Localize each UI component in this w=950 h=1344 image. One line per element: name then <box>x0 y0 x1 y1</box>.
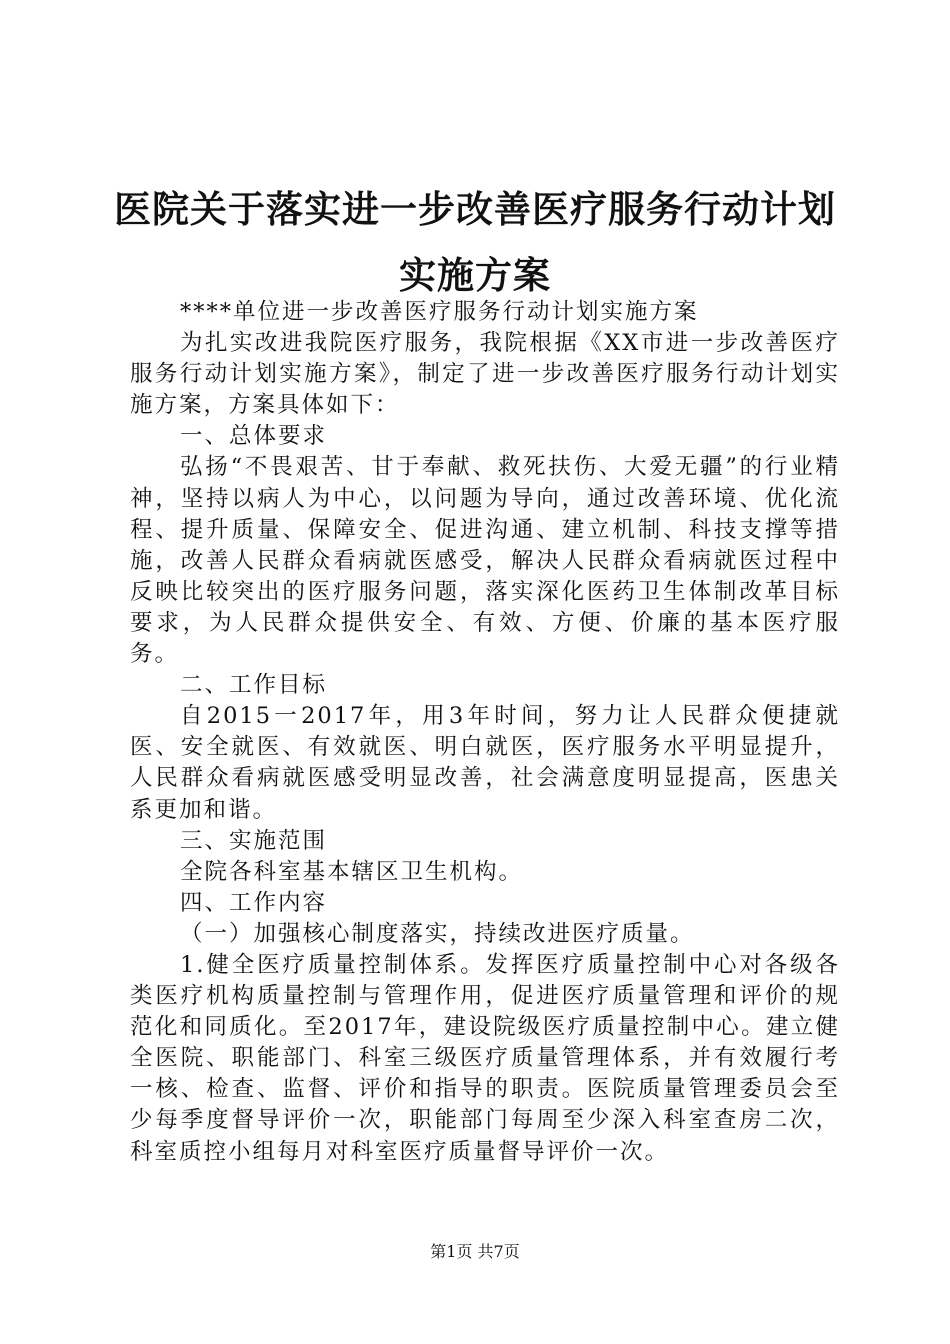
document-subtitle: ****单位进一步改善医疗服务行动计划实施方案 <box>180 299 699 325</box>
paragraph-intro: 为扎实改进我院医疗服务，我院根据《XX市进一步改善医疗服务行动计划实施方案》，制定了进一步改善医疗服务行动计划实施方案，方案具体如下： <box>130 330 840 419</box>
document-body <box>130 297 840 1168</box>
page-footer: 第1页 共7页 <box>430 1242 520 1261</box>
subheading-core-system: （一）加强核心制度落实，持续改进医疗质量。 <box>180 920 695 947</box>
paragraph-scope: 全院各科室基本辖区卫生机构。 <box>180 858 524 885</box>
paragraph-work-goals: 自2015一2017年，用3年时间，努力让人民群众便捷就医、安全就医、有效就医、明白就医，医疗服务水平明显提升，人民群众看病就医感受明显改善，社会满意度明显提高，医患关系更加和谐。 <box>130 703 840 823</box>
paragraph-general-requirements: 弘扬“不畏艰苦、甘于奉献、救死扶伤、大爱无疆”的行业精神，坚持以病人为中心，以问题为导向，通过改善环境、优化流程、提升质量、保障安全、促进沟通、建立机制、科技支撑等措施，改善人民群众看病就医感受，解决人民群众看病就医过程中反映比较突出的医疗服务问题，落实深化医药卫生体制改革目标要求，为人民群众提供安全、有效、方便、价廉的基本医疗服务。 <box>130 454 840 668</box>
heading-work-content: 四、工作内容 <box>180 889 328 916</box>
paragraph-quality-control: 1.健全医疗质量控制体系。发挥医疗质量控制中心对各级各类医疗机构质量控制与管理作用，促进医疗质量管理和评价的规范化和同质化。至2017年，建设院级医疗质量控制中心。建立健全医院、职能部门、科室三级医疗质量管理体系，并有效履行考一核、检查、监督、评价和指导的职责。医院质量管理委员会至少每季度督导评价一次，职能部门每周至少深入科室查房二次，科室质控小组每月对科室医疗质量督导评价一次。 <box>130 951 840 1165</box>
document-title: 医院关于落实进一步改善医疗服务行动计划实施方案 <box>114 187 836 297</box>
heading-scope: 三、实施范围 <box>180 827 328 854</box>
heading-general-requirements: 一、总体要求 <box>180 423 328 450</box>
heading-work-goals: 二、工作目标 <box>180 672 328 699</box>
